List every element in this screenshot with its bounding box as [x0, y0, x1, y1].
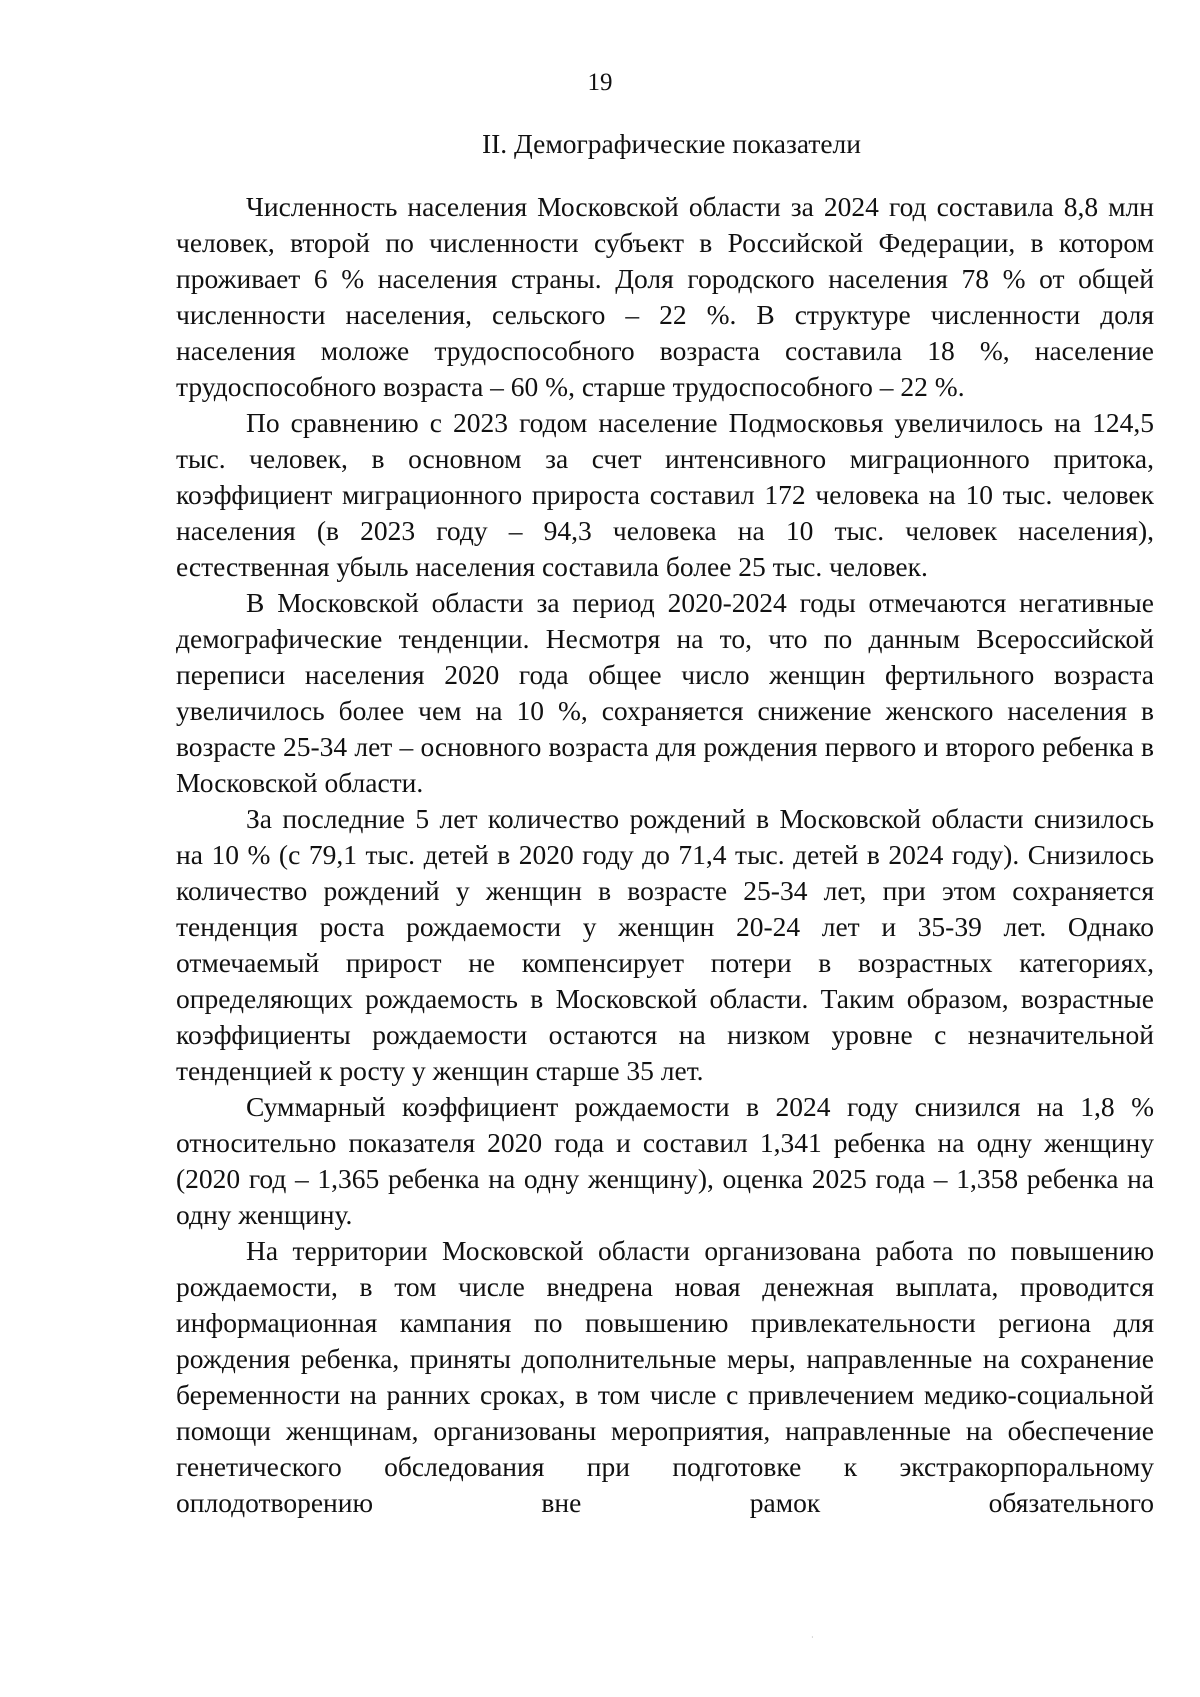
paragraph-migration: По сравнению с 2023 годом население Подмосковья увеличилось на 124,5 тыс. человек, в основном за счет интенсивного миграционного притока, коэффициент миграционного прироста составил 172 человека на 10 тыс. человек населения (в 2023 году – 94,3 человека на 10 тыс. человек населения), естественная убыль населения составила более 25 тыс. человек.: [176, 407, 1154, 582]
paragraph-population: Численность населения Московской области за 2024 год составила 8,8 млн человек, второй по численности субъект в Российской Федерации, в котором проживает 6 % населения страны. Доля городского населения 78 % от общей численности населения, сельского – 22 %. В структуре численности доля населения моложе трудоспособного возраста составила 18 %, население трудоспособного возраста – 60 %, старше трудоспособного – 22 %.: [176, 191, 1154, 402]
paragraph-fertility-rate: Суммарный коэффициент рождаемости в 2024 году снизился на 1,8 % относительно показателя 2020 года и составил 1,341 ребенка на одну женщину (2020 год – 1,365 ребенка на одну женщину), оценка 2025 года – 1,358 ребенка на одну женщину.: [176, 1091, 1154, 1230]
section-title: II. Демографические показатели: [481, 128, 861, 159]
paragraph-measures: На территории Московской области организована работа по повышению рождаемости, в том числе внедрена новая денежная выплата, проводится информационная кампания по повышению привлекательности региона для рождения ребенка, приняты дополнительные меры, направленные на сохранение беременности на ранних сроках, в том числе с привлечением медико-социальной помощи женщинам, организованы мероприятия, направленные на обеспечение генетического обследования при подготовке к экстракорпоральному оплодотворению вне рамок обязательного: [176, 1235, 1154, 1518]
page-number: 19: [587, 69, 613, 96]
scan-speck-mark: ·: [811, 1633, 814, 1642]
paragraph-births: За последние 5 лет количество рождений в Московской области снизилось на 10 % (с 79,1 тыс. детей в 2020 году до 71,4 тыс. детей в 2024 году). Снизилось количество рождений у женщин в возрасте 25-34 лет, при этом сохраняется тенденция роста рождаемости у женщин 20-24 лет и 35-39 лет. Однако отмечаемый прирост не компенсирует потери в возрастных категориях, определяющих рождаемость в Московской области. Таким образом, возрастные коэффициенты рождаемости остаются на низком уровне с незначительной тенденцией к росту у женщин старше 35 лет.: [176, 803, 1154, 1086]
body-text: [176, 189, 1154, 1521]
paragraph-demographic-trends: В Московской области за период 2020-2024 годы отмечаются негативные демографические тенденции. Несмотря на то, что по данным Всероссийской переписи населения 2020 года общее число женщин фертильного возраста увеличилось более чем на 10 %, сохраняется снижение женского населения в возрасте 25-34 лет – основного возраста для рождения первого и второго ребенка в Московской области.: [176, 587, 1154, 798]
